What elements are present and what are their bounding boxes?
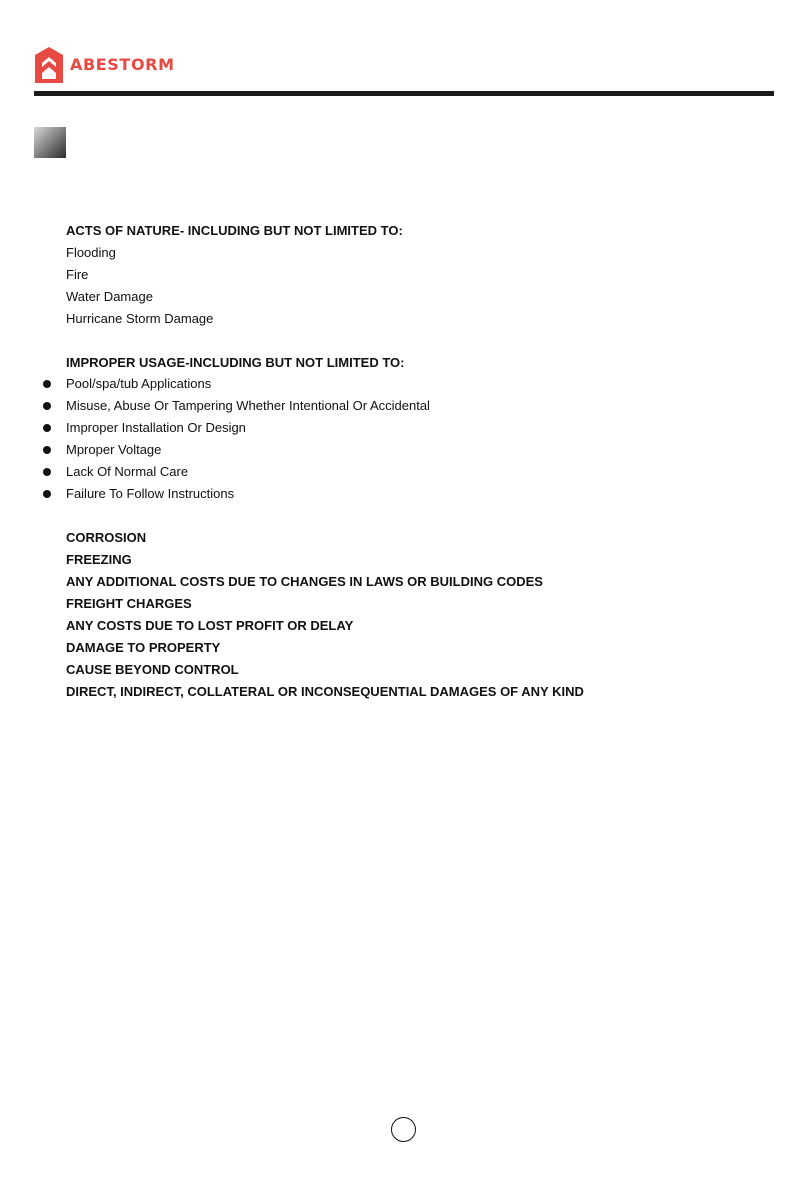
acts-of-nature-item: Fire — [66, 267, 89, 282]
improper-usage-item: Mproper Voltage — [66, 442, 162, 457]
improper-usage-item: Lack Of Normal Care — [66, 464, 189, 479]
house-logo-icon — [34, 46, 64, 84]
improper-usage-item: Pool/spa/tub Applications — [66, 376, 212, 391]
gradient-square-icon — [34, 127, 66, 158]
exclusion-item: FREEZING — [66, 552, 132, 567]
improper-usage-heading: IMPROPER USAGE-INCLUDING BUT NOT LIMITED TO: — [66, 355, 405, 370]
bullet-icon — [43, 380, 51, 388]
acts-of-nature-item: Water Damage — [66, 289, 153, 304]
exclusion-item: DAMAGE TO PROPERTY — [66, 640, 221, 655]
acts-of-nature-item: Flooding — [66, 245, 116, 260]
acts-of-nature-item: Hurricane Storm Damage — [66, 311, 214, 326]
exclusion-item: FREIGHT CHARGES — [66, 596, 192, 611]
bullet-icon — [43, 402, 51, 410]
exclusion-item: CAUSE BEYOND CONTROL — [66, 662, 239, 677]
improper-usage-item: Misuse, Abuse Or Tampering Whether Intentional Or Accidental — [66, 398, 430, 413]
acts-of-nature-heading: ACTS OF NATURE- INCLUDING BUT NOT LIMITED TO: — [66, 223, 403, 238]
bullet-icon — [43, 468, 51, 476]
improper-usage-item: Improper Installation Or Design — [66, 420, 246, 435]
exclusion-item: ANY ADDITIONAL COSTS DUE TO CHANGES IN LAWS OR BUILDING CODES — [66, 574, 543, 589]
exclusion-item: CORROSION — [66, 530, 147, 545]
brand-name: ABESTORM — [70, 55, 175, 74]
bullet-icon — [43, 490, 51, 498]
bullet-icon — [43, 424, 51, 432]
page-number-circle-icon — [391, 1117, 416, 1142]
improper-usage-item: Failure To Follow Instructions — [66, 486, 235, 501]
bullet-icon — [43, 446, 51, 454]
header-divider — [34, 91, 774, 96]
exclusion-item: DIRECT, INDIRECT, COLLATERAL OR INCONSEQUENTIAL DAMAGES OF ANY KIND — [66, 684, 584, 699]
brand-logo — [34, 46, 175, 84]
exclusion-item: ANY COSTS DUE TO LOST PROFIT OR DELAY — [66, 618, 354, 633]
